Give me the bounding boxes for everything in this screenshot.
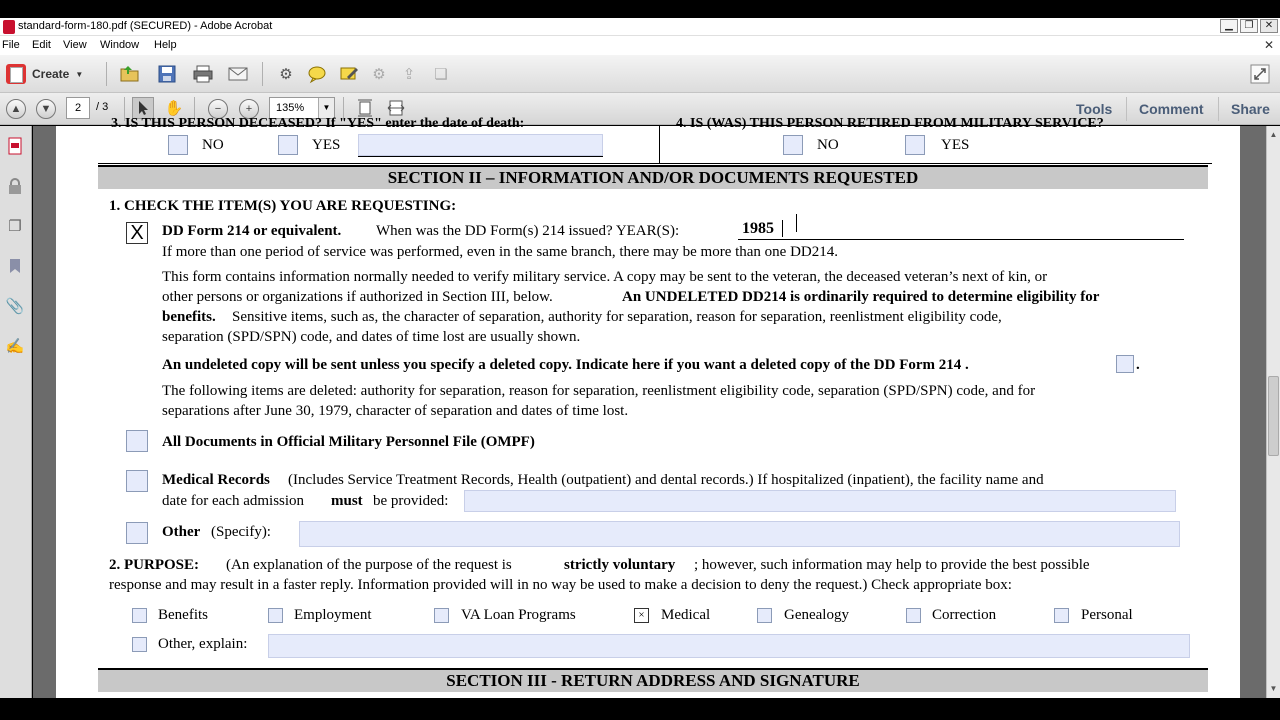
menu-help[interactable]: Help <box>154 39 177 51</box>
close-window-button[interactable]: ✕ <box>1260 19 1278 33</box>
page-thumbnails-icon[interactable]: ❐ <box>8 218 22 235</box>
deleted-items-line-2: separations after June 30, 1979, character of separation and dates of time lost. <box>162 403 629 419</box>
dd214-paragraph-line-1: This form contains information normally needed to verify military service. A copy may be sent to the veteran, the deceased veteran’s next of kin, or <box>162 269 1048 285</box>
retired-no-label: NO <box>817 137 839 153</box>
purpose-genealogy-checkbox[interactable] <box>757 608 772 623</box>
medical-records-line-2b: must <box>331 493 363 509</box>
navigation-pane <box>0 126 32 698</box>
medical-records-line-2c: be provided: <box>373 493 449 509</box>
close-document-icon[interactable]: ✕ <box>1263 38 1275 52</box>
comment-pane-button[interactable]: Comment <box>1139 101 1204 117</box>
purpose-benefits-label: Benefits <box>158 607 208 623</box>
dd214-paragraph-line-4: separation (SPD/SPN) code, and dates of time lost are usually shown. <box>162 329 581 345</box>
window-title-bar <box>0 18 1280 36</box>
next-page-button[interactable] <box>35 98 57 120</box>
acrobat-app-icon <box>3 20 15 34</box>
purpose-employment-label: Employment <box>294 607 372 623</box>
main-toolbar <box>0 55 1280 93</box>
deceased-no-checkbox[interactable] <box>168 135 188 155</box>
retired-question-partial: 4. IS (WAS) THIS PERSON RETIRED FROM MILITARY SERVICE? <box>676 116 1104 131</box>
question-1-heading: 1. CHECK THE ITEM(S) YOU ARE REQUESTING: <box>109 198 457 214</box>
section-divider <box>98 163 1212 164</box>
deceased-question-partial: 3. IS THIS PERSON DECEASED? If "YES" enter the date of death: <box>111 116 525 131</box>
mouse-ibeam-cursor <box>796 214 798 232</box>
purpose-line-1c: ; however, such information may help to provide the best possible <box>694 557 1090 573</box>
pdf-page <box>56 116 1240 698</box>
deceased-yes-checkbox[interactable] <box>278 135 298 155</box>
tools-pane-button[interactable]: Tools <box>1076 101 1113 117</box>
dd214-paragraph-line-3b: Sensitive items, such as, the character of separation, authority for separation, reason for separation, reenlistment eligibility code, <box>232 309 1002 325</box>
medical-records-checkbox[interactable] <box>126 470 148 492</box>
purpose-line-1a: (An explanation of the purpose of the request is <box>226 557 512 573</box>
section-iii-header: SECTION III - RETURN ADDRESS AND SIGNATURE <box>98 668 1208 692</box>
hand-tool-icon[interactable]: ✋ <box>164 100 184 117</box>
retired-no-checkbox[interactable] <box>783 135 803 155</box>
dd214-paragraph-line-2b: An UNDELETED DD214 is ordinarily required to determine eligibility for <box>622 289 1100 305</box>
retired-yes-label: YES <box>941 137 970 153</box>
email-icon[interactable] <box>227 63 249 85</box>
date-of-death-field[interactable] <box>358 134 603 156</box>
purpose-benefits-checkbox[interactable] <box>132 608 147 623</box>
ompf-label: All Documents in Official Military Personnel File (OMPF) <box>162 434 535 450</box>
pdf-document-icon[interactable] <box>5 136 25 156</box>
scroll-up-arrow-icon[interactable]: ▲ <box>1269 130 1278 139</box>
deleted-items-line-1: The following items are deleted: authority for separation, reason for separation, reenlistment eligibility code, separation (SPD/SPN) code, and for <box>162 383 1036 399</box>
column-divider <box>659 126 660 164</box>
menu-file[interactable]: File <box>2 39 20 51</box>
purpose-other-label: Other, explain: <box>158 636 248 652</box>
purpose-va-loan-checkbox[interactable] <box>434 608 449 623</box>
scroll-down-arrow-icon[interactable]: ▼ <box>1269 684 1278 693</box>
menu-edit[interactable]: Edit <box>32 39 51 51</box>
lock-icon[interactable] <box>5 176 25 196</box>
other-specify-label: (Specify): <box>211 524 271 540</box>
dd214-label: DD Form 214 or equivalent. <box>162 223 342 239</box>
purpose-line-1b: strictly voluntary <box>564 557 676 573</box>
deleted-copy-checkbox[interactable] <box>1116 355 1134 373</box>
letterbox-bottom <box>0 698 1280 720</box>
plus-icon: + <box>239 99 259 119</box>
hospital-admission-field[interactable] <box>464 490 1176 512</box>
deceased-yes-label: YES <box>312 137 341 153</box>
medical-records-line-2a: date for each admission <box>162 493 305 509</box>
field-underline <box>358 156 603 157</box>
toolbar-divider <box>1126 97 1127 121</box>
page-number-input[interactable]: 2 <box>66 97 90 119</box>
zoom-level: 135% <box>276 102 305 114</box>
save-icon[interactable] <box>156 63 178 85</box>
purpose-other-checkbox[interactable] <box>132 637 147 652</box>
gear-icon[interactable]: ⚙ <box>279 66 293 83</box>
scrollbar-thumb[interactable] <box>1268 376 1279 456</box>
open-folder-icon[interactable] <box>119 63 141 85</box>
minus-icon: − <box>208 99 228 119</box>
signature-icon[interactable]: ✍ <box>5 338 25 355</box>
dd214-issued-question: When was the DD Form(s) 214 issued? YEAR(S): <box>376 223 680 239</box>
toolbar-divider <box>1218 97 1219 121</box>
purpose-medical-label: Medical <box>661 607 711 623</box>
purpose-other-explain-field[interactable] <box>268 634 1190 658</box>
purpose-label: 2. PURPOSE: <box>109 557 199 573</box>
dd214-year-value: 1985 <box>742 220 774 237</box>
page-total: / 3 <box>96 101 109 113</box>
dd214-multiple-note: If more than one period of service was performed, even in the same branch, there may be more than one DD214. <box>162 244 838 260</box>
section-ii-header: SECTION II – INFORMATION AND/OR DOCUMENTS REQUESTED <box>98 165 1208 189</box>
combine-icon[interactable]: ❏ <box>434 66 448 83</box>
print-icon[interactable] <box>192 63 214 85</box>
share-pane-button[interactable]: Share <box>1231 101 1270 117</box>
purpose-personal-checkbox[interactable] <box>1054 608 1069 623</box>
purpose-correction-label: Correction <box>932 607 997 623</box>
purpose-correction-checkbox[interactable] <box>906 608 921 623</box>
create-button[interactable] <box>6 63 83 85</box>
deceased-no-label: NO <box>202 137 224 153</box>
minimize-button[interactable]: ▁ <box>1220 19 1238 33</box>
bookmarks-icon[interactable] <box>5 256 25 276</box>
medical-records-label: Medical Records <box>162 472 270 488</box>
full-screen-icon[interactable] <box>1249 63 1271 85</box>
purpose-genealogy-label: Genealogy <box>784 607 849 623</box>
undeleted-note-end: . <box>1136 357 1140 373</box>
other-checkbox[interactable] <box>126 522 148 544</box>
export-icon[interactable]: ⇪ <box>402 66 416 83</box>
dd214-paragraph-line-2a: other persons or organizations if authorized in Section III, below. <box>162 289 553 305</box>
comment-bubble-icon[interactable] <box>306 63 328 85</box>
toolbar-divider <box>262 62 263 86</box>
dd214-year-field[interactable] <box>738 218 1184 240</box>
menu-bar <box>0 36 1280 55</box>
purpose-employment-checkbox[interactable] <box>268 608 283 623</box>
attachment-paperclip-icon[interactable]: 📎 <box>5 298 25 315</box>
chevron-down-icon: ▼ <box>318 98 334 118</box>
purpose-line-2: response and may result in a faster reply. Information provided will in no way be used to make a decision to deny the request.) Check appropriate box: <box>109 577 1012 593</box>
purpose-va-loan-label: VA Loan Programs <box>461 607 576 623</box>
medical-records-line-1: (Includes Service Treatment Records, Health (outpatient) and dental records.) If hospitalized (inpatient), the facility name and <box>288 472 1044 488</box>
retired-yes-checkbox[interactable] <box>905 135 925 155</box>
text-cursor <box>782 220 783 237</box>
vertical-scrollbar[interactable] <box>1266 126 1280 698</box>
other-label: Other <box>162 524 201 540</box>
menu-window[interactable]: Window <box>100 39 140 51</box>
purpose-medical-checkbox[interactable]: × <box>634 608 649 623</box>
window-title: standard-form-180.pdf (SECURED) - Adobe Acrobat <box>18 20 273 32</box>
undeleted-copy-note: An undeleted copy will be sent unless you specify a deleted copy. Indicate here if you want a deleted copy of the DD Form 214 . <box>162 357 969 373</box>
purpose-personal-label: Personal <box>1081 607 1133 623</box>
menu-view[interactable]: View <box>63 39 87 51</box>
sign-pen-icon[interactable] <box>338 63 360 85</box>
document-view <box>33 116 1266 698</box>
other-specify-field[interactable] <box>299 521 1180 547</box>
arrow-down-icon: ▼ <box>36 99 56 119</box>
document-settings-icon[interactable]: ⚙ <box>372 66 386 83</box>
chevron-down-icon: ▼ <box>75 69 84 79</box>
previous-page-button[interactable] <box>5 98 27 120</box>
restore-button[interactable]: ❐ <box>1240 19 1258 33</box>
dd214-checkbox[interactable]: X <box>126 222 148 244</box>
toolbar-divider <box>106 62 107 86</box>
create-pdf-icon <box>6 64 26 84</box>
arrow-up-icon: ▲ <box>6 99 26 119</box>
create-label: Create <box>32 67 70 81</box>
ompf-checkbox[interactable] <box>126 430 148 452</box>
dd214-paragraph-line-3a: benefits. <box>162 309 216 325</box>
